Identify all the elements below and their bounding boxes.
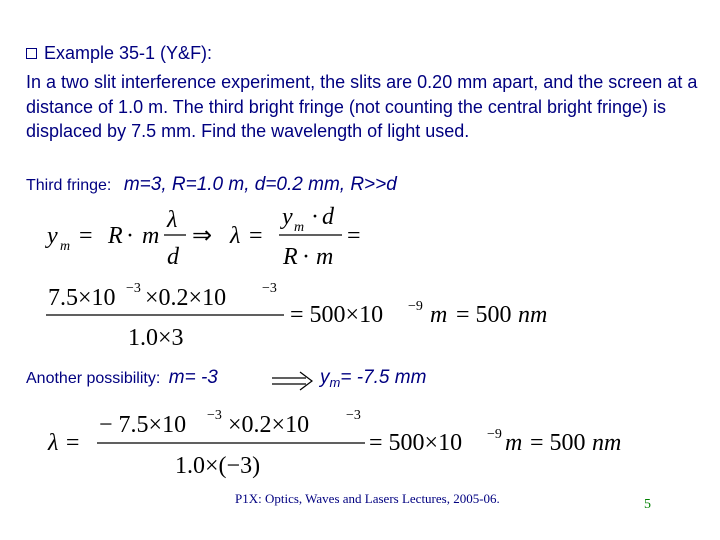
- equation-wavelength-formula: [45, 204, 361, 270]
- svg-text:λ =: λ =: [48, 430, 81, 456]
- svg-text:nm: nm: [592, 430, 622, 456]
- svg-text:=: =: [79, 223, 93, 249]
- svg-text:1.0×(−3): 1.0×(−3): [175, 453, 261, 479]
- svg-text:m: m: [294, 220, 305, 235]
- svg-text:nm: nm: [518, 302, 548, 328]
- svg-text:= 500: = 500: [456, 302, 512, 328]
- svg-text:·: ·: [311, 204, 319, 230]
- svg-text:−3: −3: [346, 408, 361, 423]
- svg-text:1.0×3: 1.0×3: [128, 325, 184, 351]
- svg-text:−3: −3: [126, 281, 141, 296]
- svg-text:−9: −9: [408, 299, 423, 314]
- svg-text:= 500: = 500: [530, 430, 586, 456]
- svg-text:·: ·: [126, 223, 134, 249]
- svg-text:R: R: [283, 244, 298, 270]
- another-possibility-label: Another possibility:: [26, 370, 161, 387]
- svg-text:λ: λ: [230, 223, 241, 249]
- svg-text:−9: −9: [487, 427, 502, 442]
- svg-text:×0.2×10: ×0.2×10: [145, 285, 227, 311]
- svg-text:d: d: [322, 204, 334, 230]
- svg-text:−3: −3: [262, 281, 277, 296]
- page-number: 5: [644, 497, 651, 512]
- implies-arrow-icon: [272, 372, 312, 390]
- svg-text:m: m: [505, 430, 523, 456]
- svg-text:7.5×10: 7.5×10: [48, 285, 116, 311]
- svg-text:d: d: [167, 244, 179, 270]
- example-title: Example 35-1 (Y&F):: [44, 43, 213, 63]
- equation-negative-case: [47, 408, 621, 479]
- svg-text:= 500×10: = 500×10: [290, 302, 384, 328]
- third-fringe-label: Third fringe:: [26, 177, 112, 194]
- svg-text:m: m: [430, 302, 448, 328]
- another-y-value: $y_m= -7.5$ mm: [320, 367, 427, 390]
- svg-text:·: ·: [302, 244, 310, 270]
- svg-text:− 7.5×10: − 7.5×10: [99, 412, 187, 438]
- svg-text:⇒: ⇒: [192, 223, 213, 249]
- svg-text:= 500×10: = 500×10: [369, 430, 463, 456]
- problem-statement: In a two slit interference experiment, the slits are 0.20 mm apart, and the screen at a distance of 1.0 m. The third bright fringe (not counting the central bright fringe) is displaced by 7.5 mm. Find the wavelength of light used.: [26, 72, 698, 141]
- svg-text:m: m: [316, 244, 334, 270]
- svg-text:R: R: [108, 223, 123, 249]
- another-m-value: m= -3: [168, 367, 218, 388]
- svg-text:=: =: [249, 223, 263, 249]
- svg-text:λ: λ: [167, 207, 178, 233]
- svg-text:y: y: [47, 223, 58, 249]
- svg-text:−3: −3: [207, 408, 222, 423]
- svg-text:y: y: [282, 204, 293, 230]
- svg-text:=: =: [347, 223, 361, 249]
- third-fringe-values: m=3, R=1.0 m, d=0.2 mm, R>>d: [123, 174, 397, 195]
- svg-text:m: m: [60, 239, 71, 254]
- svg-text:m: m: [142, 223, 160, 249]
- equation-numeric-result: [46, 281, 547, 351]
- svg-text:×0.2×10: ×0.2×10: [228, 412, 310, 438]
- footer-course-title: P1X: Optics, Waves and Lasers Lectures, 2005-06.: [235, 491, 500, 506]
